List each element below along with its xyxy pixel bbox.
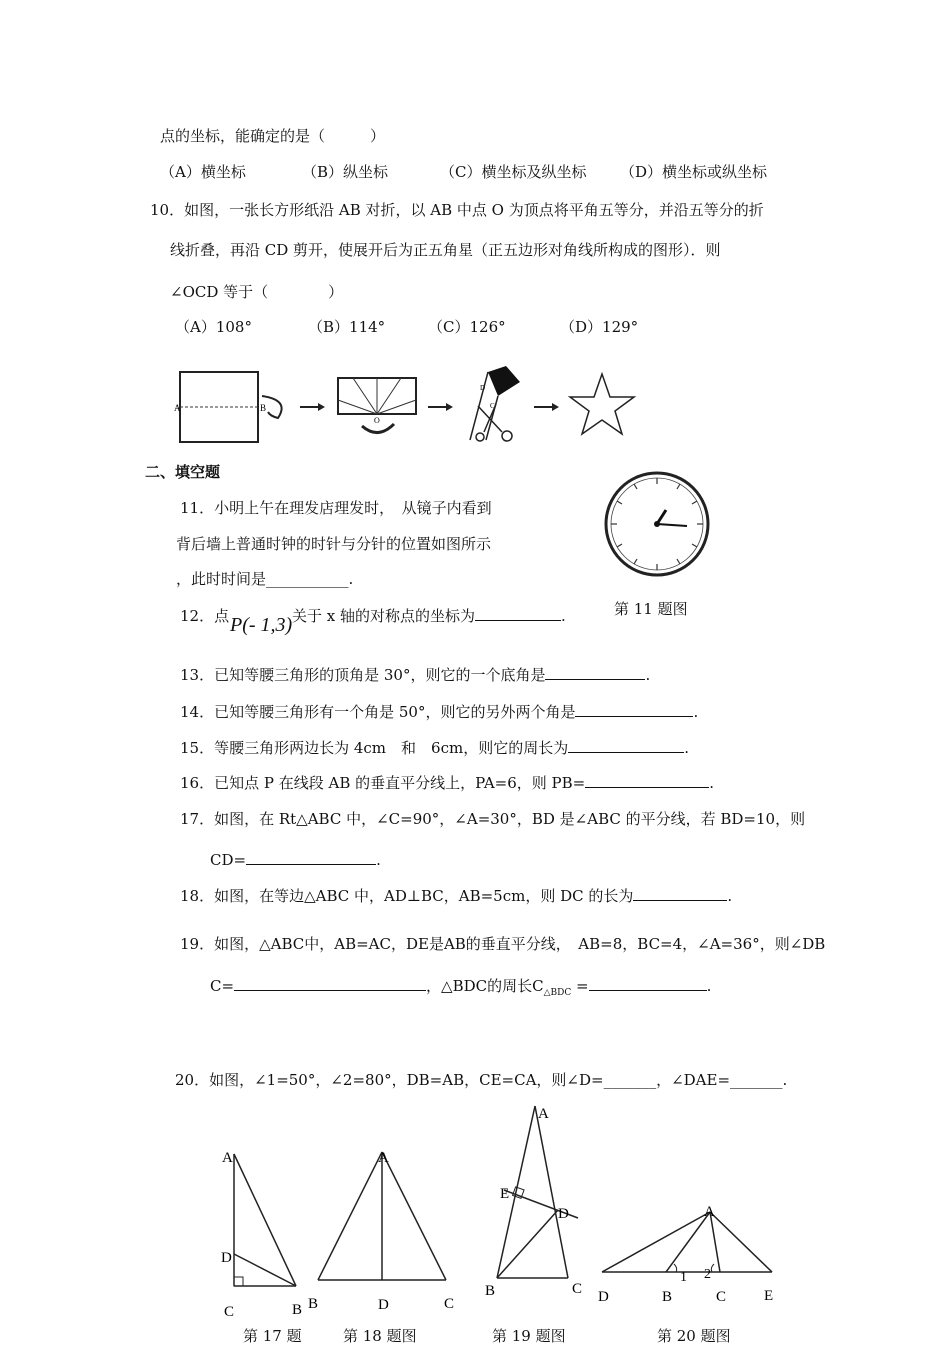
label-a: A: [174, 403, 181, 413]
folded-wedge: [488, 366, 520, 396]
q9-stem: 点的坐标，能确定的是（ ）: [160, 127, 386, 145]
fig17-caption: 第 17 题: [243, 1327, 302, 1345]
fig19-label-e: E: [500, 1186, 510, 1202]
q17-cd-label: CD=: [210, 851, 247, 869]
q10-option-b: （B）114°: [308, 318, 386, 336]
q15-text: 15．等腰三角形两边长为 4cm 和 6cm，则它的周长为: [180, 739, 569, 757]
angle-2-arc: [711, 1264, 714, 1272]
fig18-label-d: D: [378, 1297, 389, 1313]
right-angle-mark: [234, 1277, 243, 1286]
fig19-label-b: B: [485, 1283, 496, 1299]
q14-answer-blank[interactable]: [575, 702, 693, 717]
q13-line: [180, 665, 650, 685]
fig19-label-d: D: [558, 1206, 569, 1222]
q19-end: .: [706, 977, 712, 995]
fig20-label-a: A: [704, 1204, 715, 1220]
label-o: O: [374, 416, 380, 425]
fig20-caption: 第 20 题图: [657, 1327, 731, 1345]
q13-text: 13．已知等腰三角形的顶角是 30°，则它的一个底角是: [180, 666, 546, 684]
rotate-arrow-icon: [362, 424, 394, 433]
q14-line: [180, 702, 698, 722]
label-d: D: [480, 384, 486, 392]
q16-line: [180, 773, 714, 793]
mirror-clock-figure: [600, 468, 715, 580]
q15-line: [180, 738, 689, 758]
fig20-label-1: 1: [680, 1270, 687, 1285]
q17-line2: [210, 850, 381, 870]
q19-subscript: △BDC: [543, 988, 572, 998]
fig20-triangle-figure: [590, 1200, 790, 1310]
q18-end: .: [727, 887, 733, 905]
label-b: B: [260, 403, 267, 413]
q9-option-b: （B）纵坐标: [302, 163, 389, 181]
q19-c-label: C=: [210, 977, 235, 995]
q19-perimeter-text: ，△BDC的周长C: [426, 977, 544, 995]
q14-text: 14．已知等腰三角形有一个角是 50°，则它的另外两个角是: [180, 703, 576, 721]
q17-line1: 17．如图，在 Rt△ABC 中，∠C=90°，∠A=30°，BD 是∠ABC 的平分线，若 BD=10，则: [180, 810, 806, 828]
fig18-caption: 第 18 题图: [343, 1327, 417, 1345]
fig19-caption: 第 19 题图: [492, 1327, 566, 1345]
fig19-triangle-with-bisector: [480, 1100, 590, 1305]
fig20-label-d: D: [598, 1289, 609, 1305]
q16-end: .: [709, 774, 715, 792]
q11-line3: ，此时时间是___________.: [176, 570, 354, 588]
fig17-label-b: B: [292, 1302, 303, 1318]
q12-answer-blank[interactable]: [475, 606, 561, 621]
q14-end: .: [693, 703, 699, 721]
q17-end: .: [376, 851, 381, 869]
fig19-label-c: C: [572, 1281, 583, 1297]
q12-prefix: 12．点: [180, 607, 230, 625]
q18-answer-blank[interactable]: [633, 886, 727, 901]
q18-line: [180, 886, 732, 906]
q10-folding-figure: [150, 360, 650, 450]
q19-answer-blank-1[interactable]: [234, 976, 426, 991]
fig17-label-d: D: [221, 1250, 232, 1266]
q12-question-text: 关于 x 轴的对称点的坐标为: [292, 607, 475, 625]
q11-line2: 背后墙上普通时钟的时针与分针的位置如图所示: [176, 535, 492, 553]
q13-answer-blank[interactable]: [545, 665, 645, 680]
q12-point-expression: P(- 1,3): [230, 614, 293, 636]
fig20-label-2: 2: [704, 1267, 711, 1282]
q10-line3: ∠OCD 等于（ ）: [170, 283, 344, 301]
q19-equals: =: [576, 977, 589, 995]
q9-option-a: （A）横坐标: [160, 163, 246, 181]
q9-option-c: （C）横坐标及纵坐标: [440, 163, 587, 181]
section-fill-in-blank-title: 二、填空题: [145, 463, 221, 481]
q18-text: 18．如图，在等边△ABC 中，AD⊥BC，AB=5cm，则 DC 的长为: [180, 887, 634, 905]
fig18-label-b: B: [308, 1296, 319, 1312]
q10-option-d: （D）129°: [560, 318, 639, 336]
fan-lines: [338, 378, 416, 414]
q19-answer-blank-2[interactable]: [589, 976, 707, 991]
q11-figure-caption: 第 11 题图: [614, 600, 688, 618]
label-c: C: [490, 402, 495, 410]
q16-text: 16．已知点 P 在线段 AB 的垂直平分线上，PA=6，则 PB=: [180, 774, 586, 792]
fig17-right-triangle: [210, 1140, 310, 1325]
q16-answer-blank[interactable]: [585, 773, 709, 788]
q17-answer-blank[interactable]: [246, 850, 376, 865]
five-point-star: [570, 374, 634, 434]
minute-hand: [657, 524, 687, 526]
fig18-label-a: A: [378, 1150, 389, 1166]
q15-end: .: [684, 739, 689, 757]
fig20-label-e: E: [764, 1288, 774, 1304]
q10-line1: 10．如图，一张长方形纸沿 AB 对折，以 AB 中点 O 为顶点将平角五等分，并沿五等分的折: [150, 201, 764, 219]
q10-option-c: （C）126°: [428, 318, 506, 336]
scissors-icon: [476, 404, 512, 441]
angle-1-arc: [674, 1264, 677, 1272]
q11-line1: 11．小明上午在理发店理发时， 从镜子内看到: [180, 499, 492, 517]
q12-end: .: [561, 607, 566, 625]
fig20-label-c: C: [716, 1289, 727, 1305]
fig19-label-a: A: [538, 1106, 549, 1122]
q12-rest: [292, 606, 566, 626]
fig20-label-b: B: [662, 1289, 673, 1305]
q13-end: .: [645, 666, 651, 684]
q10-line2: 线折叠，再沿 CD 剪开，使展开后为正五角星（正五边形对角线所构成的图形）．则: [170, 241, 721, 259]
fig18-isosceles-triangle: [300, 1140, 470, 1325]
fig18-label-c: C: [444, 1296, 455, 1312]
q19-line1: 19．如图，△ABC中，AB=AC，DE是AB的垂直平分线， AB=8，BC=4，∠A=36°，则∠DB: [180, 935, 826, 953]
fig17-label-c: C: [224, 1304, 235, 1320]
q15-answer-blank[interactable]: [568, 738, 684, 753]
fig17-label-a: A: [222, 1150, 233, 1166]
q9-option-d: （D）横坐标或纵坐标: [620, 163, 768, 181]
q10-option-a: （A）108°: [175, 318, 252, 336]
q20-line: 20．如图，∠1=50°，∠2=80°，DB=AB，CE=CA，则∠D=_______，∠DAE=_______.: [175, 1071, 788, 1089]
q19-line2: [210, 976, 711, 1003]
